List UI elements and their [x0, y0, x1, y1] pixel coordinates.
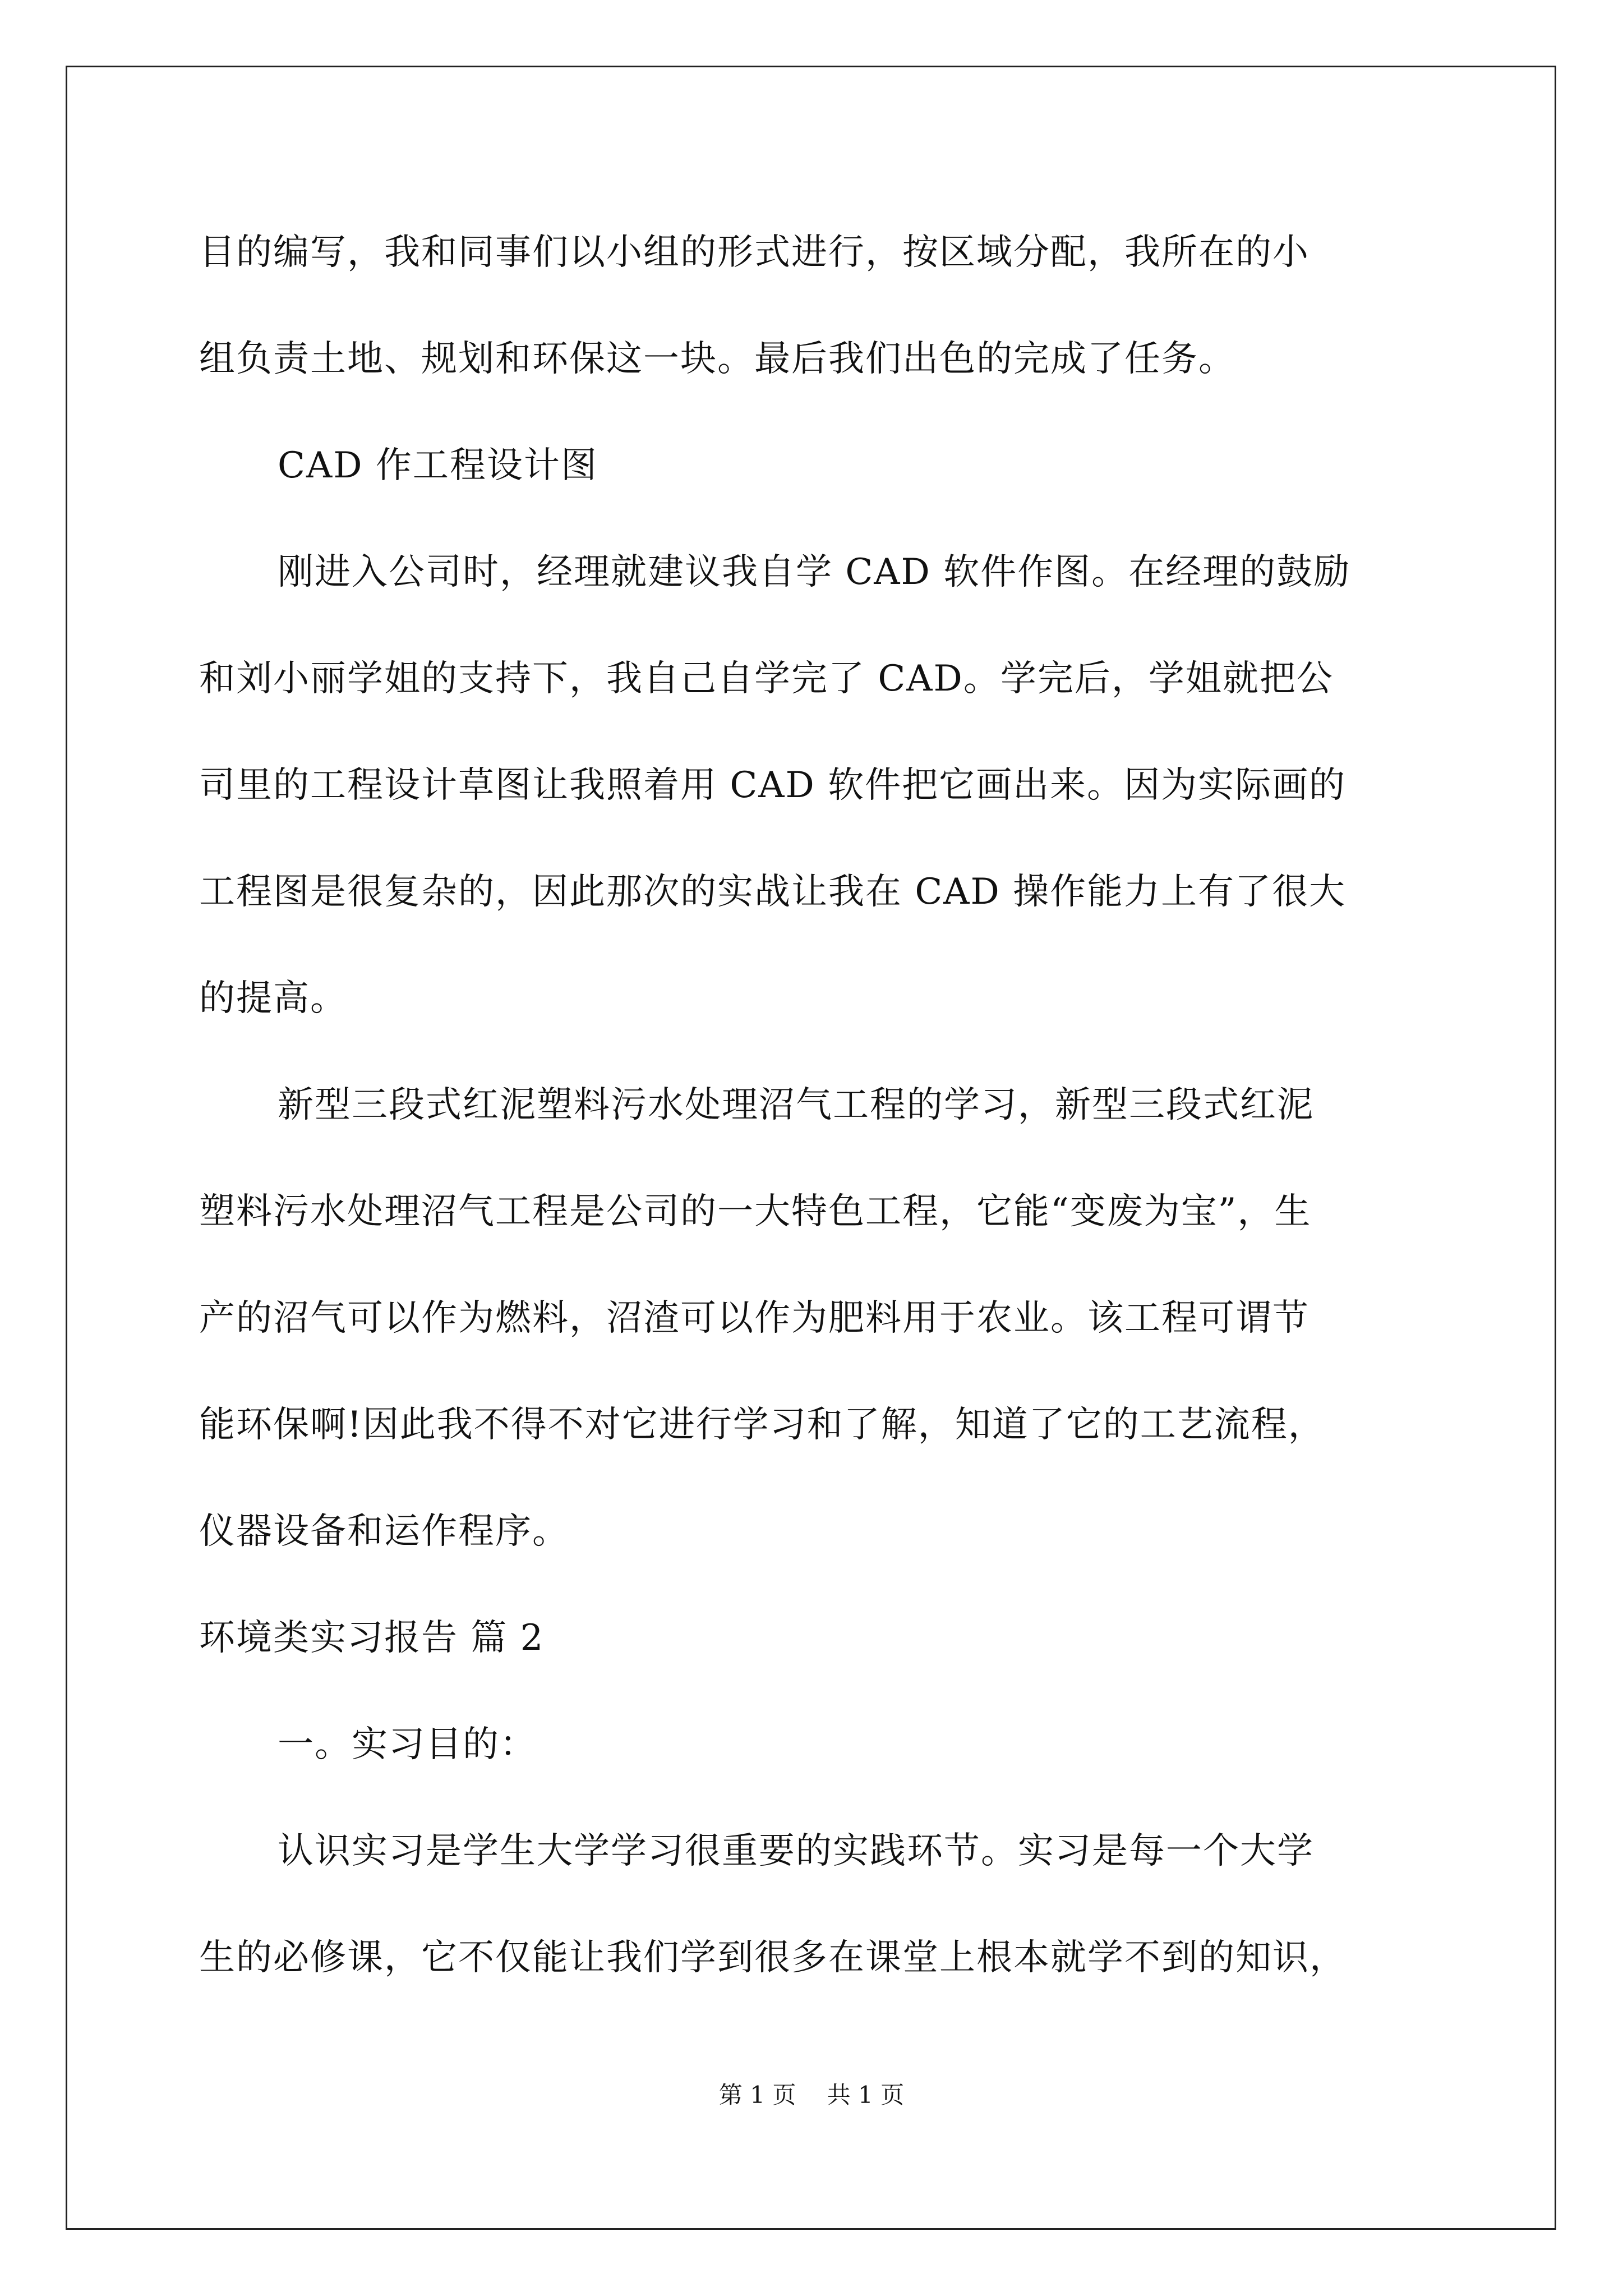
body-line-13: 仪器设备和运作程序。: [199, 1511, 569, 1552]
page-frame: [66, 66, 1556, 2230]
body-line-7: 工程图是很复杂的，因此那次的实战让我在 CAD 操作能力上有了很大: [199, 871, 1347, 913]
body-line-8: 的提高。: [199, 978, 347, 1019]
section-heading-cad: CAD 作工程设计图: [278, 445, 598, 486]
body-line-10: 塑料污水处理沼气工程是公司的一大特色工程，它能“变废为宝”，生: [199, 1191, 1312, 1232]
body-line-16: 认识实习是学生大学学习很重要的实践环节。实习是每一个大学: [278, 1830, 1314, 1872]
section-heading-purpose: 一。实习目的：: [278, 1724, 537, 1765]
body-line-12: 能环保啊!因此我不得不对它进行学习和了解，知道了它的工艺流程，: [199, 1404, 1325, 1446]
body-line-17: 生的必修课，它不仅能让我们学到很多在课堂上根本就学不到的知识，: [199, 1937, 1347, 1978]
body-line-1: 目的编写，我和同事们以小组的形式进行，按区域分配，我所在的小: [199, 232, 1310, 273]
page-number-footer: 第 1 页 共 1 页: [718, 2081, 905, 2109]
body-line-9: 新型三段式红泥塑料污水处理沼气工程的学习，新型三段式红泥: [278, 1084, 1314, 1126]
body-line-5: 和刘小丽学姐的支持下，我自己自学完了 CAD。学完后，学姐就把公: [199, 658, 1334, 700]
body-line-11: 产的沼气可以作为燃料，沼渣可以作为肥料用于农业。该工程可谓节: [199, 1297, 1310, 1339]
body-line-6: 司里的工程设计草图让我照着用 CAD 软件把它画出来。因为实际画的: [199, 765, 1347, 806]
body-line-2: 组负责土地、规划和环保这一块。最后我们出色的完成了任务。: [199, 338, 1235, 380]
section-title-report-2: 环境类实习报告 篇 2: [199, 1617, 545, 1659]
body-line-4: 刚进入公司时，经理就建议我自学 CAD 软件作图。在经理的鼓励: [278, 551, 1351, 593]
